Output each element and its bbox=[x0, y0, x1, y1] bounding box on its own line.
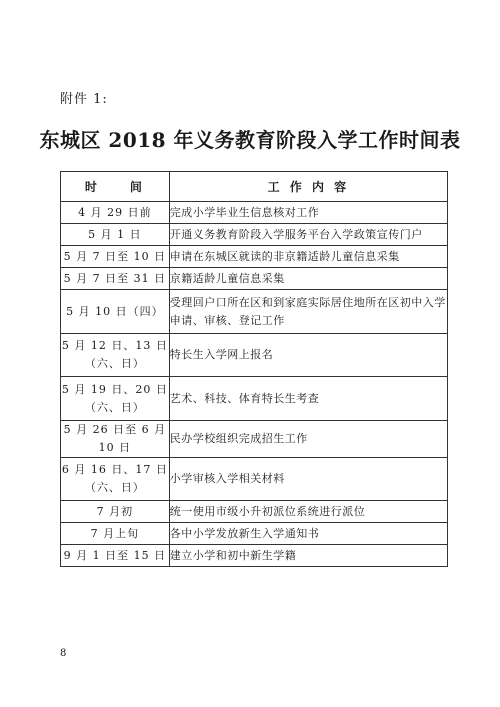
row-content: 艺术、科技、体育特长生考查 bbox=[169, 377, 447, 421]
table-row bbox=[61, 421, 448, 458]
table-row bbox=[61, 545, 448, 567]
column-header-content: 工 作 内 容 bbox=[169, 172, 447, 202]
page-number: 8 bbox=[60, 648, 67, 659]
row-content: 各中小学发放新生入学通知书 bbox=[169, 523, 447, 545]
table-header-row bbox=[61, 172, 448, 202]
row-content: 完成小学毕业生信息核对工作 bbox=[169, 202, 447, 224]
table-row bbox=[61, 224, 448, 246]
table-row bbox=[61, 290, 448, 334]
schedule-table bbox=[60, 171, 448, 567]
table-row bbox=[61, 334, 448, 377]
document-title: 东城区 2018 年义务教育阶段入学工作时间表 bbox=[39, 128, 461, 152]
table-row bbox=[61, 202, 448, 224]
row-content: 建立小学和初中新生学籍 bbox=[169, 545, 447, 567]
row-content: 受理回户口所在区和到家庭实际居住地所在区初中入学申请、审核、登记工作 bbox=[169, 290, 447, 334]
row-time: 7 月上旬 bbox=[61, 523, 170, 545]
row-content: 小学审核入学相关材料 bbox=[169, 458, 447, 501]
row-content: 特长生入学网上报名 bbox=[169, 334, 447, 377]
row-time: 5 月 10 日（四） bbox=[61, 290, 170, 334]
row-time: 5 月 7 日至 10 日 bbox=[61, 246, 170, 268]
row-time: 5 月 26 日至 6 月 10 日 bbox=[61, 421, 170, 458]
row-time: 5 月 19 日、20 日 （六、日） bbox=[61, 377, 170, 421]
table-row bbox=[61, 458, 448, 501]
row-time: 6 月 16 日、17 日 （六、日） bbox=[61, 458, 170, 501]
row-content: 京籍适龄儿童信息采集 bbox=[169, 268, 447, 290]
row-content: 统一使用市级小升初派位系统进行派位 bbox=[169, 501, 447, 523]
table-row bbox=[61, 523, 448, 545]
row-content: 开通义务教育阶段入学服务平台入学政策宣传门户 bbox=[169, 224, 447, 246]
row-time: 4 月 29 日前 bbox=[61, 202, 170, 224]
column-header-time: 时 间 bbox=[61, 172, 170, 202]
table-row bbox=[61, 377, 448, 421]
row-time: 9 月 1 日至 15 日 bbox=[61, 545, 170, 567]
row-time: 5 月 7 日至 31 日 bbox=[61, 268, 170, 290]
table-row bbox=[61, 246, 448, 268]
attachment-label: 附件 1: bbox=[60, 92, 108, 107]
table-row bbox=[61, 268, 448, 290]
row-content: 申请在东城区就读的非京籍适龄儿童信息采集 bbox=[169, 246, 447, 268]
schedule-table-body bbox=[61, 202, 448, 567]
table-row bbox=[61, 501, 448, 523]
row-time: 5 月 12 日、13 日 （六、日） bbox=[61, 334, 170, 377]
row-time: 5 月 1 日 bbox=[61, 224, 170, 246]
row-time: 7 月初 bbox=[61, 501, 170, 523]
row-content: 民办学校组织完成招生工作 bbox=[169, 421, 447, 458]
